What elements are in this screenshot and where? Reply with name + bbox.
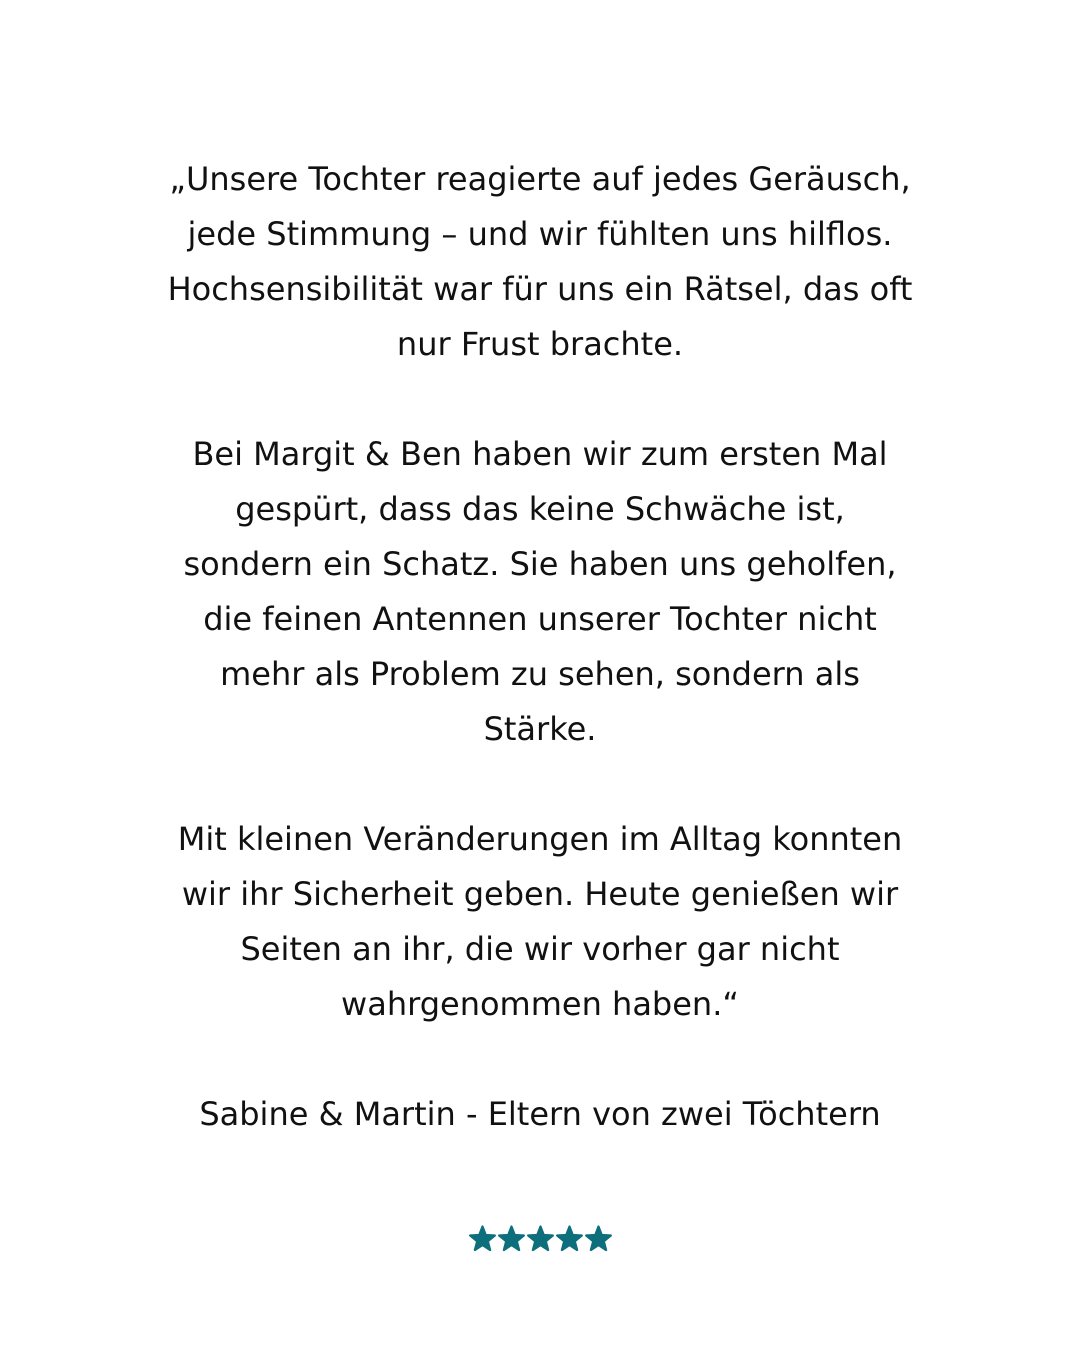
quote-line: Bei Margit & Ben haben wir zum ersten Mal <box>192 435 888 473</box>
quote-paragraph-2 <box>120 427 960 757</box>
quote-paragraph-3 <box>120 812 960 1032</box>
quote-line: mehr als Problem zu sehen, sondern als <box>220 655 860 693</box>
quote-line: „Unsere Tochter reagierte auf jedes Geräusch, <box>169 160 911 198</box>
quote-line: jede Stimmung – und wir fühlten uns hilflos. <box>187 215 893 253</box>
quote-line: gespürt, dass das keine Schwäche ist, <box>235 490 845 528</box>
testimonial-quote <box>120 152 960 1142</box>
star-rating <box>0 1224 1080 1264</box>
quote-line: Mit kleinen Veränderungen im Alltag konnten <box>177 820 903 858</box>
quote-line: nur Frust brachte. <box>396 325 684 363</box>
author-line: Sabine & Martin - Eltern von zwei Töchtern <box>199 1095 881 1133</box>
star-icon <box>555 1224 584 1254</box>
quote-line: Seiten an ihr, die wir vorher gar nicht <box>240 930 840 968</box>
quote-line: die feinen Antennen unserer Tochter nicht <box>203 600 877 638</box>
testimonial-author <box>120 1087 960 1142</box>
quote-line: wir ihr Sicherheit geben. Heute genießen wir <box>181 875 899 913</box>
star-icon <box>497 1224 526 1254</box>
quote-line: Stärke. <box>483 710 597 748</box>
quote-line: wahrgenommen haben.“ <box>341 985 739 1023</box>
star-icon <box>584 1224 613 1254</box>
star-icon <box>468 1224 497 1254</box>
quote-line: Hochsensibilität war für uns ein Rätsel, das oft <box>167 270 913 308</box>
quote-paragraph-1 <box>120 152 960 372</box>
star-icon <box>526 1224 555 1254</box>
quote-line: sondern ein Schatz. Sie haben uns geholfen, <box>183 545 897 583</box>
